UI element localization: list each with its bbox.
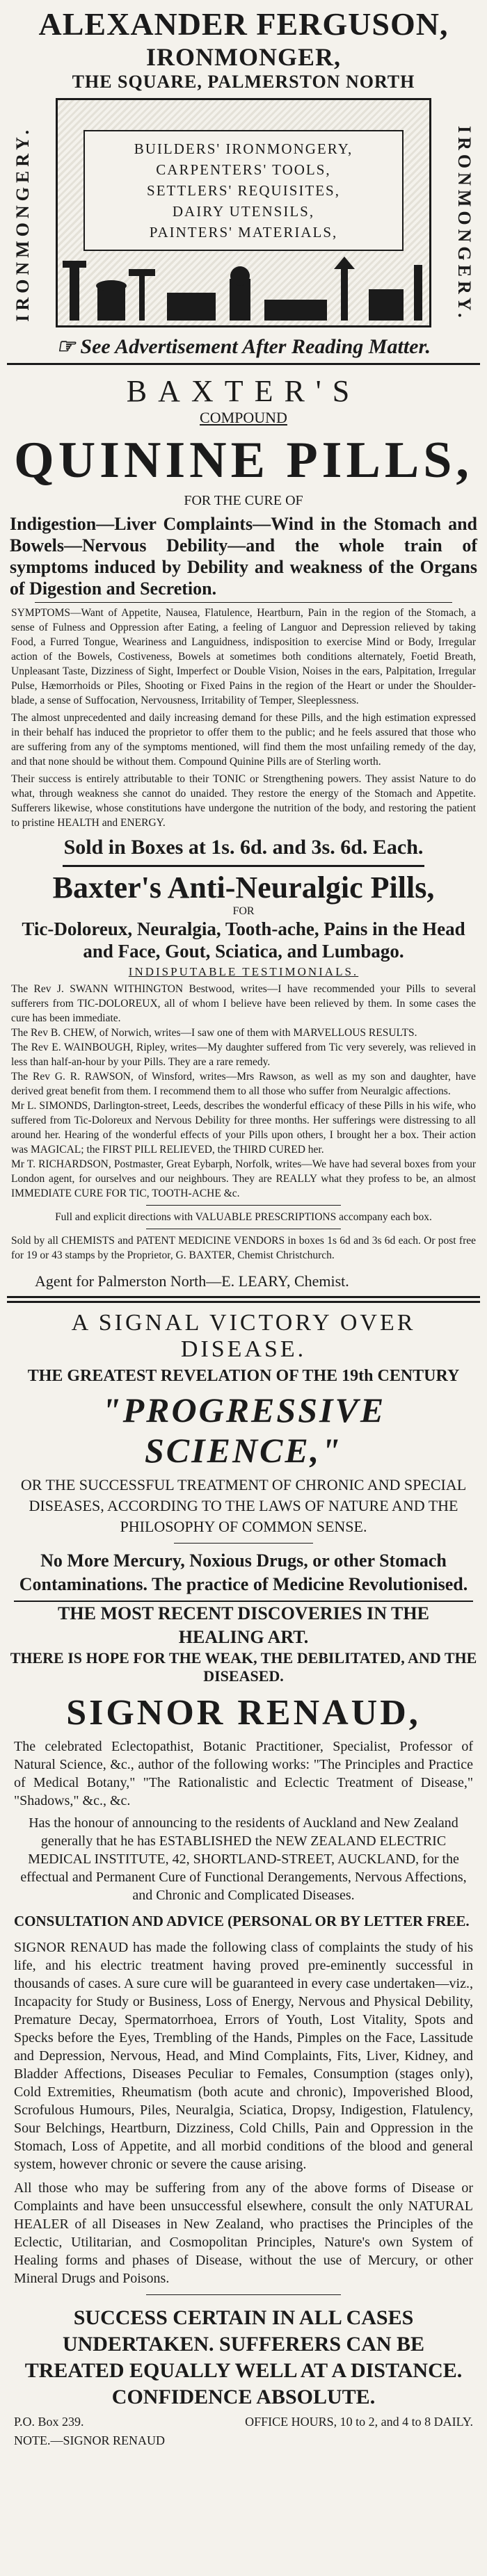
goods-item: DAIRY UTENSILS, (172, 203, 315, 220)
goods-item: BUILDERS' IRONMONGERY, (134, 140, 353, 157)
divider (35, 602, 452, 603)
side-label-left: IRONMONGERY. (13, 126, 33, 322)
credentials: The celebrated Eclectopathist, Botanic Practitioner, Specialist, Professor of Natural Science, &c., author of the following works: "The Principles and Practice of Medical Botany," "The Rationalistic and Eclectic Treatment of Disease," "Shadows," &c., &c. (14, 1739, 473, 1808)
goods-item: CARPENTERS' TOOLS, (156, 161, 331, 178)
institute-announcement: Has the honour of announcing to the residents of Auckland and New Zealand generally that he has ESTABLISHED the NEW ZEALAND ELECTRIC MEDICAL INSTITUTE, 42, SHORTLAND-STREET, AUCKLAND, for the effectual and Permanent Cure of Functional Derangements, Nervous Affections, and Chronic and Complicated Diseases. (20, 1815, 467, 1903)
for-the-cure-of: FOR THE CURE OF (184, 493, 303, 508)
pointing-hand-icon: ☞ (56, 335, 81, 358)
office-hours: OFFICE HOURS, 10 to 2, and 4 to 8 DAILY. (245, 2415, 473, 2429)
compound-label: COMPOUND (200, 409, 287, 426)
testimonials-heading: INDISPUTABLE TESTIMONIALS. (128, 965, 359, 978)
goods-item: SETTLERS' REQUISITES, (147, 182, 340, 199)
testimonial: The Rev B. CHEW, of Norwich, writes—I saw one of them with MARVELLOUS RESULTS. (11, 1027, 417, 1039)
hope-line: THERE IS HOPE FOR THE WEAK, THE DEBILITATED, AND THE DISEASED. (10, 1649, 477, 1685)
testimonial: Mr T. RICHARDSON, Postmaster, Great Eybarph, Norfolk, writes—We have had several boxes from your London agent, for ourselves and our neighbours. They are REALLY what they profess to be, an almost IMMEDIATE CURE FOR TIC, TOOTH-ACHE &c. (11, 1158, 476, 1199)
divider (174, 1543, 313, 1544)
anti-neuralgic-conditions: Tic-Doloreux, Neuralgia, Tooth-ache, Pains in the Head and Face, Gout, Sciatica, and Lumbago. (22, 918, 465, 962)
testimonial: The Rev J. SWANN WITHINGTON Bestwood, writes—I have recommended your Pills to several sufferers from TIC-DOLOREUX, all of whom I believe have been relieved by them. In some cases the cure has been immediate. (11, 983, 476, 1024)
goods-list (83, 130, 404, 251)
progressive-science-title: "PROGRESSIVE SCIENCE," (101, 1391, 386, 1470)
testimonial: Mr L. SIMONDS, Darlington-street, Leeds, describes the wonderful efficacy of these Pills in his wife, who suffered from Tic-Doloreux and Nervous Debility for three months. Her sufferings were distressing to all around her. Hearing of the wonderful effects of your Pills upon others, I brought her a box. Their action was MAGICAL; the FIRST PILL RELIEVED, the THIRD CURED her. (11, 1100, 476, 1156)
cures-list: SIGNOR RENAUD has made the following class of complaints the study of his life, and his electric treatment having proved pre-eminently successful in thousands of cases. A sure cure will be guaranteed in every case undertaken—viz., Incapacity for Study or Business, Loss of Energy, Nervous and Physical Debility, Premature Decay, Spermatorrhoea, Errors of Youth, Lost Vitality, Spots and Specks before the Eyes, Trembling of the Hands, Pimples on the Face, Lassitude and Depression, Nervous, Head, and Mind Complaints, Fits, Liver, Kidney, and Bladder Affections, Diseases Peculiar to Females, Consumption (stages only), Cold Extremities, Rheumatism (both acute and chronic), Impoverished Blood, Scrofulous Humours, Piles, Neuralgia, Sciatica, Dropsy, Indigestion, Flatulency, Sour Belchings, Heartburn, Dizziness, Cold Chills, Pain and Oppression in the Stomach, Loss of Appetite, and all morbid conditions of the blood and general system, however chronic or severe the cause arising. (14, 1940, 473, 2172)
quinine-pills-title: QUININE PILLS, (14, 432, 473, 489)
ferguson-advertisement (7, 6, 480, 359)
sold-by: Sold by all CHEMISTS and PATENT MEDICINE VENDORS in boxes 1s 6d and 3s 6d each. Or post free for 19 or 43 stamps by the Proprietor, G. BAXTER, Chemist Christchurch. (11, 1235, 476, 1261)
ferguson-address: THE SQUARE, PALMERSTON NORTH (72, 72, 415, 92)
all-those-text: All those who may be suffering from any of the above forms of Disease or Complaints and have been unsuccessful elsewhere, consult the only NATURAL HEALER of all Diseases in New Zealand, who practises the Principles of the Eclectic, Utilitarian, and Cosmopolitan Principles, Nature's own System of Healing forms and phases of Disease, without the use of Mercury, or other Mineral Drugs and Poisons. (14, 2180, 473, 2286)
for-label: FOR (232, 905, 255, 917)
contact-footer (14, 2415, 473, 2429)
divider (7, 363, 480, 365)
demand-text: The almost unprecedented and daily increasing demand for these Pills, and the high estimation expressed in their behalf has induced the proprietor to offer them to the public; and he feels assured that those who are suffering from any of the symptoms mentioned, will find them the most unfailing remedy of the day, and that none should be without them. Compound Quinine Pills are of Sterling worth. (11, 712, 476, 768)
baxter-advertisement (7, 373, 480, 1290)
ferguson-name: ALEXANDER FERGUSON, (38, 6, 449, 42)
signal-victory-heading: A SIGNAL VICTORY OVER DISEASE. (71, 1310, 416, 1362)
renaud-advertisement (7, 1310, 480, 2448)
consultation-line: CONSULTATION AND ADVICE (PERSONAL OR BY LETTER FREE. (14, 1913, 470, 1929)
recent-discoveries: THE MOST RECENT DISCOVERIES IN THE HEALING ART. (14, 1601, 473, 1649)
treatment-description: OR THE SUCCESSFUL TREATMENT OF CHRONIC AND SPECIAL DISEASES, ACCORDING TO THE LAWS OF NATURE AND THE PHILOSOPHY OF COMMON SENSE. (20, 1476, 467, 1535)
tools-illustration (56, 251, 445, 327)
divider (7, 1301, 480, 1303)
no-more-mercury: No More Mercury, Noxious Drugs, or other Stomach Contaminations. The practice of Medicine Revolutionised. (19, 1550, 468, 1594)
testimonials-list (7, 982, 480, 1201)
side-label-right: IRONMONGERY. (454, 126, 474, 322)
note-text: NOTE.—SIGNOR RENAUD (14, 2433, 165, 2447)
divider (146, 2294, 341, 2295)
divider (146, 1205, 341, 1206)
divider (63, 865, 424, 867)
testimonial: The Rev E. WAINBOUGH, Ripley, writes—My daughter suffered from Tic very severely, was relieved in less than half-an-hour by your Pills. They are a rare remedy. (11, 1042, 476, 1068)
testimonial: The Rev G. R. RAWSON, of Winsford, writes—Mrs Rawson, as well as my son and daughter, have derived great benefit from them. I recommend them to all those who suffer from Neuralgic affections. (11, 1071, 476, 1097)
agent-line: Agent for Palmerston North—E. LEARY, Chemist. (35, 1272, 349, 1290)
signor-renaud-name: SIGNOR RENAUD, (66, 1693, 421, 1733)
divider (7, 1296, 480, 1298)
sold-in-boxes: Sold in Boxes at 1s. 6d. and 3s. 6d. Each. (63, 836, 424, 859)
see-advertisement-note: ☞ See Advertisement After Reading Matter. (56, 335, 431, 358)
symptoms-text: SYMPTOMS—Want of Appetite, Nausea, Flatulence, Heartburn, Pain in the region of the Stomach, a sense of Fulness and Oppression after Eating, a feeling of Languor and Depression relieved by taking Food, a Furred Tongue, Weariness and Languidness, indisposition to exercise Mind or Body, Irregular action of the Bowels, Costiveness, Bowels at sometimes both conditions alternately, Foetid Breath, Unpleasant Taste, Dizziness of Sight, Imperfect or Double Vision, Noises in the ears, Palpitation, Irregular Pulse, Hæmorrhoids or Piles, Shooting or Fixed Pains in the region of the Heart or under the Shoulder-blade, a sense of Suffocation, Nervousness, Irritability of Temper, Sleeplessness. (11, 607, 476, 706)
po-box: P.O. Box 239. (14, 2415, 84, 2429)
ferguson-engraving (7, 98, 480, 327)
success-text: Their success is entirely attributable to their TONIC or Strengthening powers. They assist Nature to do what, through weakness she cannot do unaided. They restore the energy of the Stomach and Appetite. Sufferers likewise, whose constitutions have undergone the nutrition of the body, and restoring the patient to pristine HEALTH and ENERGY. (11, 773, 476, 829)
baxter-name: BAXTER'S (126, 374, 361, 408)
success-certain: SUCCESS CERTAIN IN ALL CASES UNDERTAKEN. SUFFERERS CAN BE TREATED EQUALLY WELL AT A DISTANCE. CONFIDENCE ABSOLUTE. (24, 2306, 463, 2408)
greatest-revelation: THE GREATEST REVELATION OF THE 19th CENTURY (27, 1367, 460, 1385)
ferguson-trade: IRONMONGER, (146, 43, 341, 71)
indications: Indigestion—Liver Complaints—Wind in the Stomach and Bowels—Nervous Debility—and the whole train of symptoms induced by Debility and weakness of the Organs of Digestion and Secretion. (10, 514, 477, 599)
anti-neuralgic-title: Baxter's Anti-Neuralgic Pills, (52, 870, 435, 905)
newspaper-column (7, 0, 480, 2452)
goods-item: PAINTERS' MATERIALS, (149, 224, 338, 241)
note-line (14, 2433, 473, 2448)
directions: Full and explicit directions with VALUABLE PRESCRIPTIONS accompany each box. (55, 1211, 432, 1223)
